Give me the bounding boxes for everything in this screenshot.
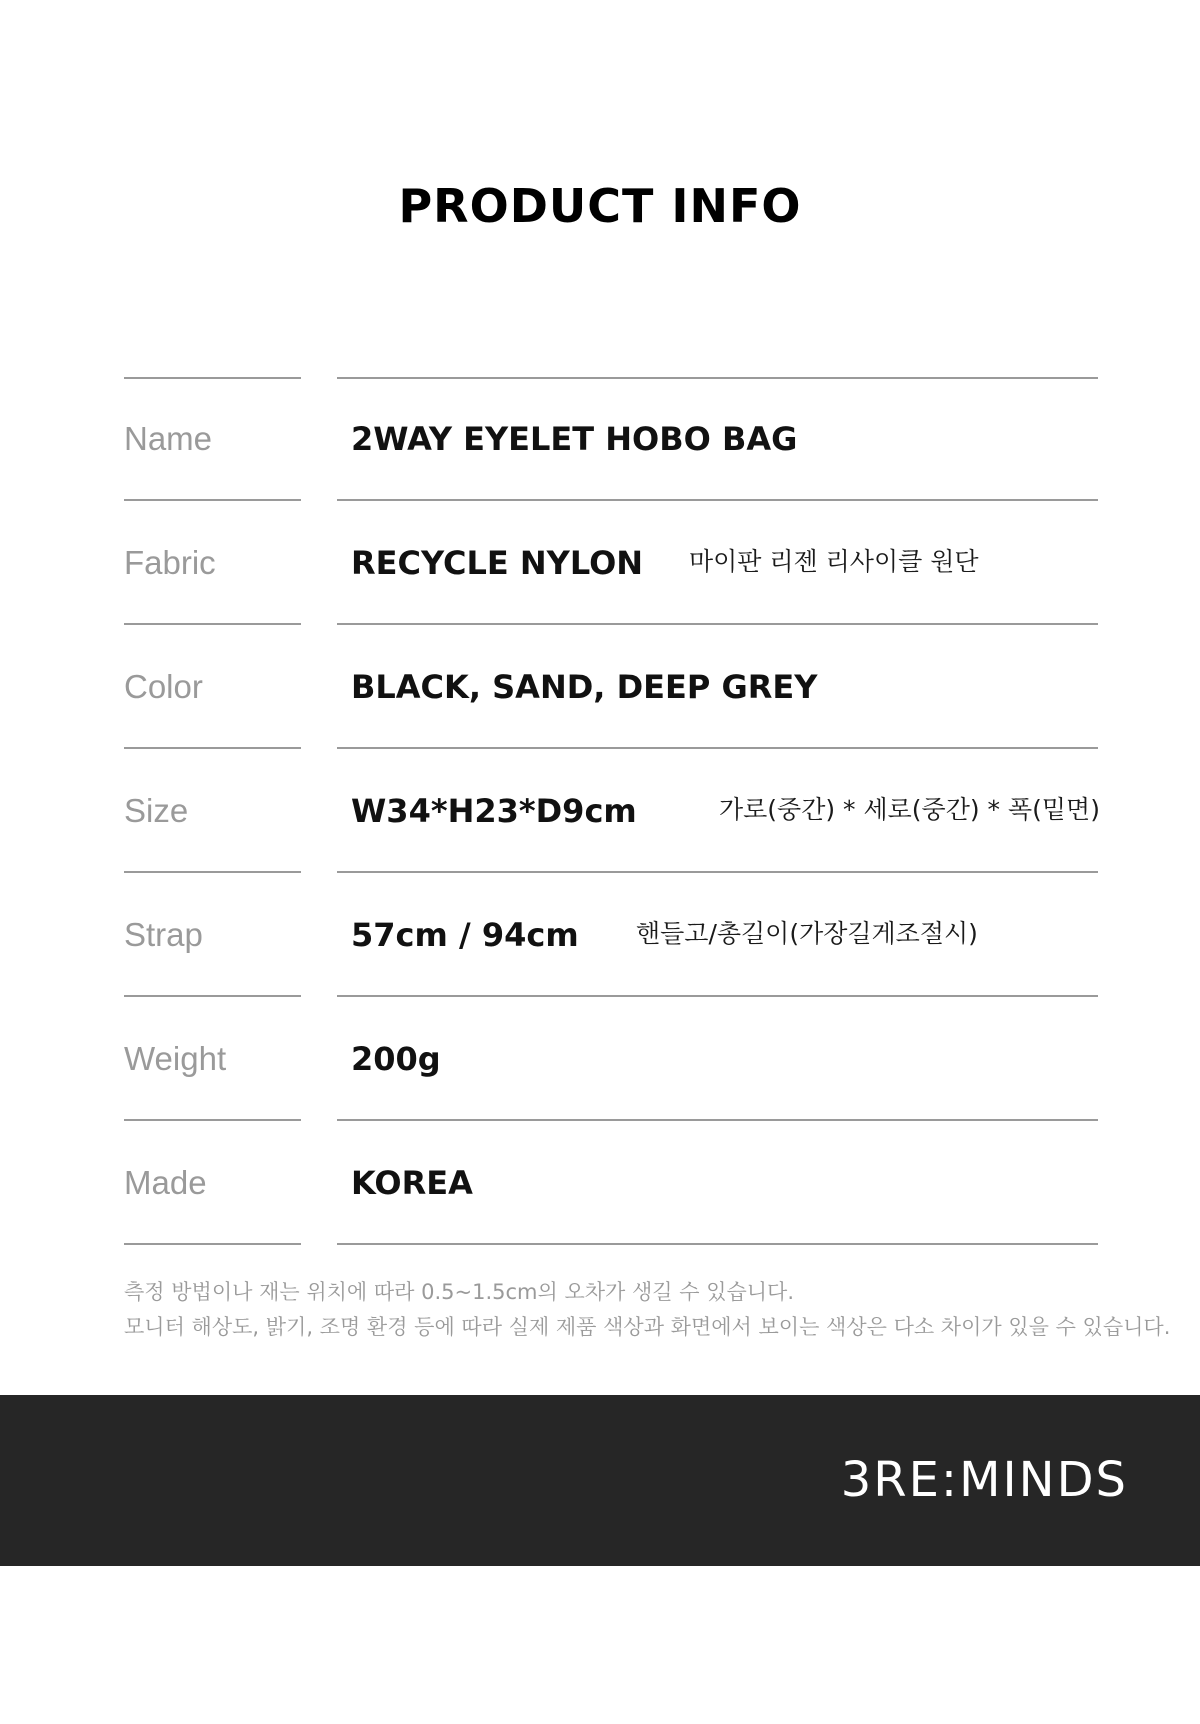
spec-row-made bbox=[124, 1121, 1098, 1245]
spec-row-size bbox=[124, 749, 1098, 873]
spec-label-weight: Weight bbox=[124, 1040, 227, 1077]
spec-row-color bbox=[124, 625, 1098, 749]
spec-value-made: KOREA bbox=[351, 1164, 473, 1202]
spec-note-strap: 핸들고/총길이(가장길게조절시) bbox=[636, 919, 978, 948]
spec-label-color: Color bbox=[124, 668, 203, 705]
divider bbox=[124, 1243, 301, 1245]
disclaimer-line: 모니터 해상도, 밝기, 조명 환경 등에 따라 실제 제품 색상과 화면에서 보이는 색상은 다소 차이가 있을 수 있습니다. bbox=[124, 1315, 1171, 1339]
spec-row-weight bbox=[124, 997, 1098, 1121]
brand-logo: 3RE:MINDS bbox=[840, 1452, 1128, 1508]
spec-value-color: BLACK, SAND, DEEP GREY bbox=[351, 668, 818, 706]
disclaimer bbox=[124, 1275, 1170, 1345]
spec-label-fabric: Fabric bbox=[124, 544, 216, 581]
footer-band bbox=[0, 1395, 1200, 1566]
divider bbox=[337, 1243, 1098, 1245]
spec-value-fabric: RECYCLE NYLON bbox=[351, 544, 644, 582]
disclaimer-line: 측정 방법이나 재는 위치에 따라 0.5~1.5cm의 오차가 생길 수 있습니다. bbox=[124, 1280, 795, 1304]
spec-row-fabric bbox=[124, 501, 1098, 625]
spec-value-name: 2WAY EYELET HOBO BAG bbox=[351, 420, 798, 458]
spec-label-strap: Strap bbox=[124, 916, 203, 953]
spec-note-fabric: 마이판 리젠 리사이클 원단 bbox=[689, 547, 979, 576]
spec-note-size: 가로(중간) * 세로(중간) * 폭(밑면) bbox=[719, 795, 1100, 824]
product-spec-table bbox=[124, 377, 1098, 1245]
spec-value-weight: 200g bbox=[351, 1040, 441, 1078]
spec-row-name bbox=[124, 377, 1098, 501]
spec-value-strap: 57cm / 94cm bbox=[351, 916, 579, 954]
spec-row-strap bbox=[124, 873, 1098, 997]
spec-label-size: Size bbox=[124, 792, 189, 829]
spec-label-name: Name bbox=[124, 420, 213, 457]
spec-value-size: W34*H23*D9cm bbox=[351, 792, 637, 830]
page-title: PRODUCT INFO bbox=[398, 179, 802, 233]
spec-label-made: Made bbox=[124, 1164, 207, 1201]
